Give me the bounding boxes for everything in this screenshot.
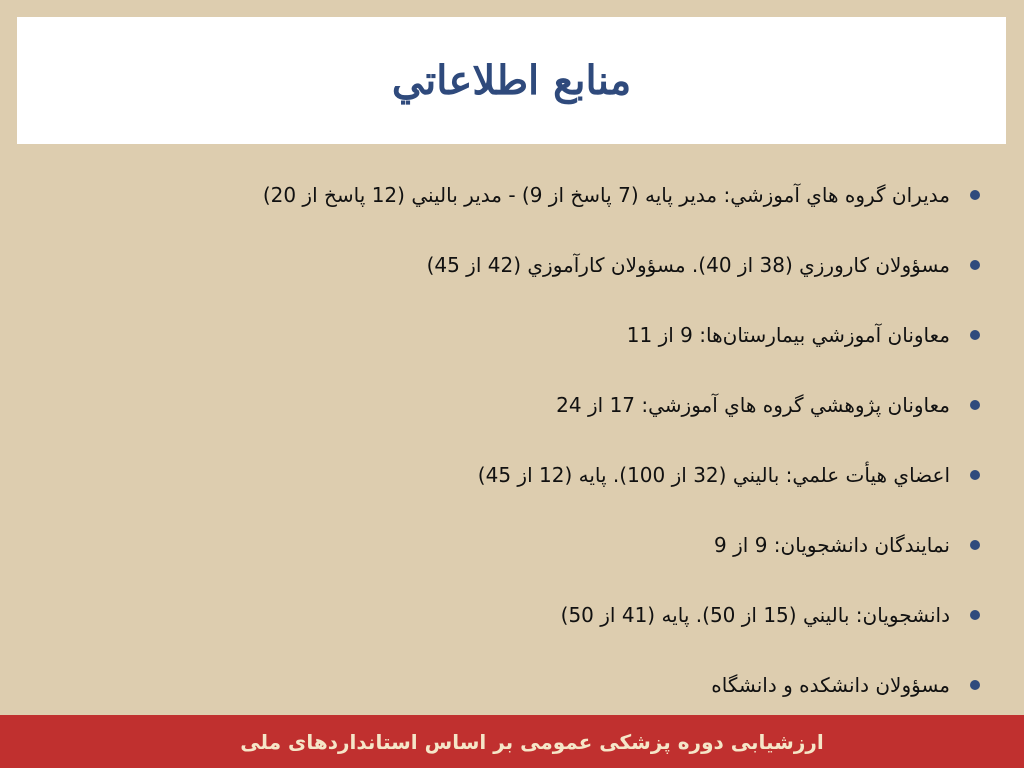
bullet-item	[150, 580, 980, 650]
bullet-item	[150, 230, 980, 300]
bullet-text: مديران گروه هاي آموزشي: مدير پايه (7 پاسخ از 9) - مدير باليني (12 پاسخ از 20)	[262, 183, 950, 207]
bullet-text: مسؤولان دانشكده و دانشگاه	[711, 673, 950, 697]
bullet-text: مسؤولان كارورزي (38 از 40). مسؤولان كارآموزي (42 از 45)	[426, 253, 950, 277]
bullet-item	[150, 300, 980, 370]
bullet-dot-icon	[970, 610, 980, 620]
bullet-item	[150, 650, 980, 720]
bullet-dot-icon	[970, 330, 980, 340]
bullet-item	[150, 370, 980, 440]
slide-title: منابع اطلاعاتي	[391, 56, 632, 104]
bullet-dot-icon	[970, 540, 980, 550]
title-box	[17, 17, 1006, 144]
bullet-list	[150, 160, 980, 720]
bullet-item	[150, 160, 980, 230]
footer-bar	[0, 715, 1024, 768]
bullet-dot-icon	[970, 260, 980, 270]
bullet-dot-icon	[970, 470, 980, 480]
bullet-item	[150, 510, 980, 580]
bullet-item	[150, 440, 980, 510]
bullet-dot-icon	[970, 400, 980, 410]
bullet-text: معاونان آموزشي بيمارستان‌ها: 9 از 11	[626, 323, 950, 347]
bullet-text: نمايندگان دانشجويان: 9 از 9	[714, 533, 950, 557]
bullet-text: دانشجويان: باليني (15 از 50). پايه (41 از 50)	[560, 603, 950, 627]
bullet-dot-icon	[970, 680, 980, 690]
bullet-text: اعضاي هيأت علمي: باليني (32 از 100). پايه (12 از 45)	[477, 463, 950, 487]
bullet-text: معاونان پژوهشي گروه هاي آموزشي: 17 از 24	[556, 393, 950, 417]
bullet-dot-icon	[970, 190, 980, 200]
footer-text: ارزشیابی دوره پزشکی عمومی بر اساس استانداردهای ملی	[240, 729, 824, 754]
